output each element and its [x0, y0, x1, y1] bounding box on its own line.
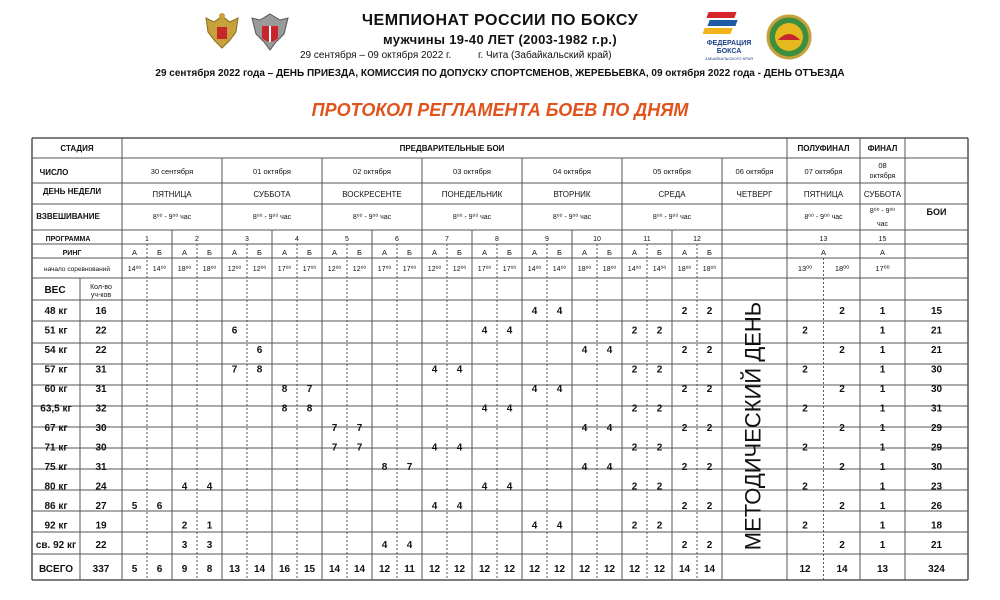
fights-cell: 8	[281, 403, 288, 415]
fights-cell: 4	[506, 481, 513, 493]
ring-letter: А	[181, 248, 188, 257]
program-number: 3	[245, 236, 249, 243]
start-time: 18⁰⁰	[202, 266, 217, 273]
fights-cell: 4	[456, 501, 463, 513]
fights-cell: 4	[456, 364, 463, 376]
total-session-cell: 12	[578, 564, 591, 575]
fights-cell: 2	[706, 462, 713, 474]
start-time: 12⁰⁰	[352, 266, 367, 273]
day-weighin: 8⁰⁰ - 9⁰⁰ час	[252, 214, 292, 221]
start-time: 12⁰⁰	[327, 266, 342, 273]
day-weekday: ПЯТНИЦА	[152, 190, 192, 199]
start-time: 17⁰⁰	[277, 266, 292, 273]
fights-cell: 8	[256, 364, 263, 376]
total-session-cell: 14	[703, 564, 716, 575]
final-cell: 1	[879, 344, 886, 356]
total-semi-cell: 14	[836, 564, 848, 575]
participant-count: 19	[95, 520, 107, 532]
semi-cell: 2	[802, 403, 808, 415]
semi-cell: 2	[839, 501, 845, 513]
day-weekday: СУББОТА	[253, 190, 291, 199]
ring-letter: А	[281, 248, 288, 257]
ring-letter: А	[231, 248, 238, 257]
final-cell: 1	[879, 364, 886, 376]
semi-cell: 2	[839, 344, 845, 356]
prelim-label: ПРЕДВАРИТЕЛЬНЫЕ БОИ	[399, 144, 505, 153]
ring-letter: Б	[407, 248, 412, 257]
total-session-cell: 5	[131, 564, 138, 575]
total-session-cell: 11	[404, 564, 415, 575]
fights-cell: 2	[631, 520, 638, 532]
ring-letter: Б	[707, 248, 712, 257]
semi-ring: А	[820, 248, 827, 257]
ring-letter: А	[581, 248, 588, 257]
ring-letter: А	[381, 248, 388, 257]
weight-class: 71 кг	[44, 442, 68, 454]
start-time: 12⁰⁰	[252, 266, 267, 273]
ring-letter: Б	[207, 248, 212, 257]
weight-class: св. 92 кг	[35, 540, 77, 552]
ring-letter: А	[681, 248, 688, 257]
semi-time: 13⁰⁰	[797, 264, 813, 273]
final-label: ФИНАЛ	[867, 144, 898, 153]
total-session-cell: 12	[378, 564, 391, 575]
count-header-2: уч-ков	[90, 292, 112, 299]
day-date: 03 октября	[453, 167, 491, 176]
ring-letter: А	[131, 248, 138, 257]
semi-cell: 2	[839, 540, 845, 552]
fights-cell: 2	[656, 325, 663, 337]
program-number: 10	[593, 236, 601, 243]
fights-cell: 2	[631, 325, 638, 337]
rest-day-weekday: ЧЕТВЕРГ	[736, 190, 773, 199]
event-dates: 29 сентября – 09 октября 2022 г.	[300, 50, 452, 61]
fights-cell: 4	[481, 403, 488, 415]
ring-letter: Б	[557, 248, 562, 257]
semi-cell: 2	[839, 423, 845, 434]
fights-cell: 2	[681, 423, 688, 434]
total-session-cell: 14	[253, 564, 266, 575]
section-title: ПРОТОКОЛ РЕГЛАМЕНТА БОЕВ ПО ДНЯМ	[311, 100, 689, 120]
fights-cell: 2	[656, 520, 663, 532]
weight-class: 51 кг	[44, 325, 68, 337]
total-fights-cell: 29	[930, 442, 943, 454]
semi-cell: 2	[802, 520, 808, 532]
total-session-cell: 12	[453, 564, 466, 575]
total-fights-cell: 15	[930, 305, 943, 317]
program-number: 7	[445, 236, 449, 243]
fights-cell: 4	[431, 501, 438, 513]
total-fights-cell: 29	[930, 423, 943, 434]
participant-count: 32	[95, 403, 107, 415]
fights-cell: 2	[681, 383, 688, 395]
day-weekday: СРЕДА	[658, 190, 686, 199]
day-weighin: 8⁰⁰ - 9⁰⁰ час	[452, 214, 492, 221]
program-number: 1	[145, 236, 149, 243]
fights-cell: 8	[306, 403, 313, 415]
fights-cell: 2	[706, 423, 713, 434]
weight-class: 60 кг	[44, 383, 68, 395]
final-cell: 1	[879, 423, 886, 434]
count-header-1: Кол-во	[90, 284, 112, 291]
final-time: 17⁰⁰	[875, 264, 890, 273]
weight-class: 80 кг	[44, 481, 68, 493]
day-weighin: 8⁰⁰ - 9⁰⁰ час	[352, 214, 392, 221]
ring-letter: Б	[657, 248, 662, 257]
final-cell: 1	[879, 462, 886, 474]
ring-letter: Б	[507, 248, 512, 257]
start-time: 17⁰⁰	[477, 266, 492, 273]
final-cell: 1	[879, 501, 886, 513]
fights-cell: 2	[656, 481, 663, 493]
fights-cell: 4	[456, 442, 463, 454]
fights-cell: 7	[331, 442, 338, 454]
start-time: 18⁰⁰	[702, 266, 717, 273]
fights-cell: 2	[631, 442, 638, 454]
total-semi-cell: 12	[799, 564, 811, 575]
total-fights-cell: 30	[930, 364, 943, 376]
start-time: 17⁰⁰	[502, 266, 517, 273]
fights-cell: 2	[631, 403, 638, 415]
weight-class: 54 кг	[44, 344, 68, 356]
fights-cell: 2	[681, 501, 688, 513]
fights-cell: 4	[481, 325, 488, 337]
fights-cell: 2	[681, 462, 688, 474]
semi-cell: 2	[802, 481, 808, 493]
start-time: 17⁰⁰	[302, 266, 317, 273]
total-fights-cell: 21	[930, 344, 943, 356]
fights-cell: 2	[656, 403, 663, 415]
participant-count: 30	[95, 423, 107, 434]
participant-count: 22	[95, 325, 107, 337]
program-number: 8	[495, 236, 499, 243]
start-time: 14⁰⁰	[127, 266, 142, 273]
day-weighin: 8⁰⁰ - 9⁰⁰ час	[552, 214, 592, 221]
semi-cell: 2	[839, 305, 845, 317]
fights-cell: 2	[181, 520, 188, 532]
day-weighin: 8⁰⁰ - 9⁰⁰ час	[152, 214, 192, 221]
participant-count: 31	[95, 364, 107, 376]
program-number: 5	[345, 236, 349, 243]
participant-count: 30	[95, 442, 107, 454]
total-session-cell: 12	[478, 564, 491, 575]
total-session-cell: 12	[428, 564, 441, 575]
semifinal-label: ПОЛУФИНАЛ	[797, 144, 850, 153]
championship-title: ЧЕМПИОНАТ РОССИИ ПО БОКСУ	[361, 12, 639, 29]
weight-header: ВЕС	[44, 285, 66, 296]
fights-cell: 7	[331, 423, 338, 434]
fights-cell: 4	[581, 423, 588, 434]
ring-letter: А	[631, 248, 638, 257]
total-fights-cell: 30	[930, 462, 943, 474]
stage-label: СТАДИЯ	[60, 144, 94, 153]
fights-cell: 3	[181, 540, 188, 552]
total-session-cell: 9	[181, 564, 188, 575]
fights-cell: 2	[706, 305, 713, 317]
day-weekday: ВОСКРЕСЕНТЕ	[342, 190, 402, 199]
total-final-cell: 13	[876, 564, 889, 575]
event-city: г. Чита (Забайкальский край)	[478, 50, 612, 61]
fights-cell: 4	[181, 481, 188, 493]
fights-cell: 2	[681, 305, 688, 317]
fights-cell: 2	[706, 540, 713, 552]
fights-cell: 7	[231, 364, 238, 376]
participant-count: 27	[95, 501, 107, 513]
fights-cell: 7	[356, 442, 363, 454]
total-fights-cell: 31	[930, 403, 943, 415]
final-weekday: СУББОТА	[863, 190, 902, 199]
fights-cell: 2	[656, 364, 663, 376]
fights-cell: 4	[581, 344, 588, 356]
svg-text:БОКСА: БОКСА	[716, 48, 742, 55]
total-fights-cell: 21	[930, 540, 943, 552]
date-label: ЧИСЛО	[39, 168, 69, 177]
total-session-cell: 13	[228, 564, 241, 575]
weight-class: 57 кг	[44, 364, 68, 376]
weight-class: 48 кг	[44, 305, 68, 317]
program-number: 2	[195, 236, 199, 243]
semi-program: 13	[819, 236, 828, 243]
ring-letter: Б	[457, 248, 462, 257]
total-session-cell: 8	[206, 564, 213, 575]
fights-cell: 8	[381, 462, 388, 474]
semi-cell: 2	[839, 383, 845, 395]
fights-cell: 4	[556, 520, 563, 532]
day-weekday: ПОНЕДЕЛЬНИК	[441, 190, 503, 199]
participant-count: 31	[95, 462, 107, 474]
semi-time: 18⁰⁰	[834, 264, 850, 273]
start-time: 18⁰⁰	[577, 266, 592, 273]
total-label: ВСЕГО	[38, 564, 74, 575]
fights-cell: 6	[156, 501, 163, 513]
participant-count: 22	[95, 344, 107, 356]
final-weighin: 8⁰⁰ - 9⁰⁰	[869, 208, 896, 215]
semi-cell: 2	[802, 442, 808, 454]
weight-class: 86 кг	[44, 501, 68, 513]
total-session-cell: 12	[528, 564, 541, 575]
start-time: 18⁰⁰	[177, 266, 192, 273]
total-fights-cell: 21	[930, 325, 943, 337]
fights-cell: 4	[431, 364, 438, 376]
day-date: 04 октября	[553, 167, 591, 176]
semi-cell: 2	[802, 364, 808, 376]
svg-text:ФЕДЕРАЦИЯ: ФЕДЕРАЦИЯ	[706, 40, 752, 47]
fights-cell: 6	[231, 325, 238, 337]
program-number: 6	[395, 236, 399, 243]
total-count: 337	[92, 564, 110, 575]
start-time: 14⁰⁰	[152, 266, 167, 273]
final-cell: 1	[879, 442, 886, 454]
fights-cell: 4	[581, 462, 588, 474]
total-session-cell: 12	[503, 564, 516, 575]
start-time: 14⁰⁰	[627, 266, 642, 273]
fights-cell: 2	[706, 344, 713, 356]
rest-day-date: 06 октября	[735, 167, 774, 176]
final-weighin-unit: час	[876, 221, 889, 228]
fights-cell: 4	[606, 462, 613, 474]
weekday-label: ДЕНЬ НЕДЕЛИ	[42, 187, 102, 196]
fights-cell: 4	[606, 423, 613, 434]
day-date: 30 сентября	[150, 167, 194, 176]
participant-count: 24	[95, 481, 107, 493]
fights-cell: 2	[681, 344, 688, 356]
total-fights-cell: 26	[930, 501, 943, 513]
program-number: 11	[643, 236, 651, 243]
fights-cell: 4	[556, 383, 563, 395]
fights-label: БОИ	[926, 207, 947, 217]
total-session-cell: 12	[628, 564, 641, 575]
total-session-cell: 14	[353, 564, 366, 575]
total-session-cell: 12	[603, 564, 616, 575]
start-time: 14⁰⁰	[652, 266, 667, 273]
program-label: ПРОГРАММА	[45, 236, 91, 243]
day-date: 01 октября	[253, 167, 291, 176]
fights-cell: 7	[306, 383, 313, 395]
fights-cell: 4	[506, 403, 513, 415]
final-program: 15	[878, 236, 887, 243]
final-ring: А	[879, 248, 886, 257]
semi-cell: 2	[802, 325, 808, 337]
start-time: 17⁰⁰	[377, 266, 392, 273]
semi-weekday: ПЯТНИЦА	[803, 190, 844, 199]
final-cell: 1	[879, 383, 886, 395]
day-weekday: ВТОРНИК	[553, 190, 591, 199]
fights-cell: 4	[531, 305, 538, 317]
fights-cell: 4	[531, 383, 538, 395]
fights-cell: 4	[531, 520, 538, 532]
ring-letter: Б	[307, 248, 312, 257]
total-fights: 324	[928, 564, 945, 575]
fights-cell: 4	[556, 305, 563, 317]
ring-letter: А	[531, 248, 538, 257]
day-date: 02 октября	[353, 167, 391, 176]
weighin-label: ВЗВЕШИВАНИЕ	[36, 212, 100, 221]
participant-count: 22	[95, 540, 107, 552]
fights-cell: 4	[606, 344, 613, 356]
fights-cell: 4	[406, 540, 413, 552]
participant-count: 31	[95, 383, 107, 395]
total-fights-cell: 30	[930, 383, 943, 395]
fights-cell: 4	[381, 540, 388, 552]
final-cell: 1	[879, 481, 886, 493]
start-label: начало соревнований	[43, 266, 111, 273]
fights-cell: 2	[706, 501, 713, 513]
weight-class: 67 кг	[44, 423, 68, 434]
fights-cell: 7	[406, 462, 413, 474]
fights-cell: 2	[681, 540, 688, 552]
ring-letter: Б	[607, 248, 612, 257]
final-cell: 1	[879, 325, 886, 337]
program-number: 4	[295, 236, 299, 243]
final-date-day: 08	[878, 161, 887, 170]
program-number: 9	[545, 236, 549, 243]
final-cell: 1	[879, 520, 886, 532]
total-fights-cell: 23	[930, 481, 943, 493]
svg-text:ЗАБАЙКАЛЬСКОГО КРАЯ: ЗАБАЙКАЛЬСКОГО КРАЯ	[704, 56, 754, 61]
start-time: 12⁰⁰	[227, 266, 242, 273]
semi-cell: 2	[839, 462, 845, 474]
fights-cell: 6	[256, 344, 263, 356]
fights-cell: 2	[631, 364, 638, 376]
start-time: 12⁰⁰	[452, 266, 467, 273]
start-time: 17⁰⁰	[402, 266, 417, 273]
final-cell: 1	[879, 403, 886, 415]
total-session-cell: 14	[328, 564, 341, 575]
fights-cell: 4	[206, 481, 213, 493]
participant-count: 16	[95, 305, 107, 317]
ring-letter: Б	[257, 248, 262, 257]
fights-cell: 5	[131, 501, 138, 513]
weight-class: 92 кг	[44, 520, 68, 532]
semi-date: 07 октября	[804, 167, 843, 176]
fights-cell: 2	[706, 383, 713, 395]
total-session-cell: 14	[678, 564, 691, 575]
program-number: 12	[693, 236, 701, 243]
ring-letter: Б	[357, 248, 362, 257]
ring-letter: А	[481, 248, 488, 257]
start-time: 14⁰⁰	[552, 266, 567, 273]
championship-subtitle: мужчины 19-40 ЛЕТ (2003-1982 г.р.)	[383, 32, 617, 47]
fights-cell: 4	[481, 481, 488, 493]
ring-label: РИНГ	[62, 250, 82, 257]
fights-cell: 8	[281, 383, 288, 395]
start-time: 18⁰⁰	[602, 266, 617, 273]
fights-cell: 1	[206, 520, 213, 532]
final-date-month: октября	[869, 173, 896, 180]
total-session-cell: 15	[303, 564, 316, 575]
weight-class: 63,5 кг	[40, 403, 72, 415]
start-time: 14⁰⁰	[527, 266, 542, 273]
ring-letter: А	[331, 248, 338, 257]
final-cell: 1	[879, 540, 886, 552]
total-fights-cell: 18	[930, 520, 943, 532]
start-time: 12⁰⁰	[427, 266, 442, 273]
total-session-cell: 6	[156, 564, 163, 575]
fights-cell: 2	[656, 442, 663, 454]
semi-weighin: 8⁰⁰ - 9⁰⁰ час	[804, 214, 843, 221]
fights-cell: 2	[631, 481, 638, 493]
fights-cell: 4	[431, 442, 438, 454]
final-cell: 1	[879, 305, 886, 317]
total-session-cell: 12	[553, 564, 566, 575]
ring-letter: А	[431, 248, 438, 257]
fights-cell: 7	[356, 423, 363, 434]
total-session-cell: 16	[278, 564, 291, 575]
weight-class: 75 кг	[44, 462, 68, 474]
schedule-line: 29 сентября 2022 года – ДЕНЬ ПРИЕЗДА, КОМИССИЯ ПО ДОПУСКУ СПОРТСМЕНОВ, ЖЕРЕБЬЕВКА, 09 октября 2022 года - ДЕНЬ ОТЪЕЗДА	[155, 68, 845, 79]
day-date: 05 октября	[653, 167, 691, 176]
total-session-cell: 12	[653, 564, 666, 575]
fights-cell: 4	[506, 325, 513, 337]
fights-cell: 3	[206, 540, 213, 552]
start-time: 18⁰⁰	[677, 266, 692, 273]
method-day-label: МЕТОДИЧЕСКИЙ ДЕНЬ	[740, 301, 766, 551]
day-weighin: 8⁰⁰ - 9⁰⁰ час	[652, 214, 692, 221]
ring-letter: Б	[157, 248, 162, 257]
